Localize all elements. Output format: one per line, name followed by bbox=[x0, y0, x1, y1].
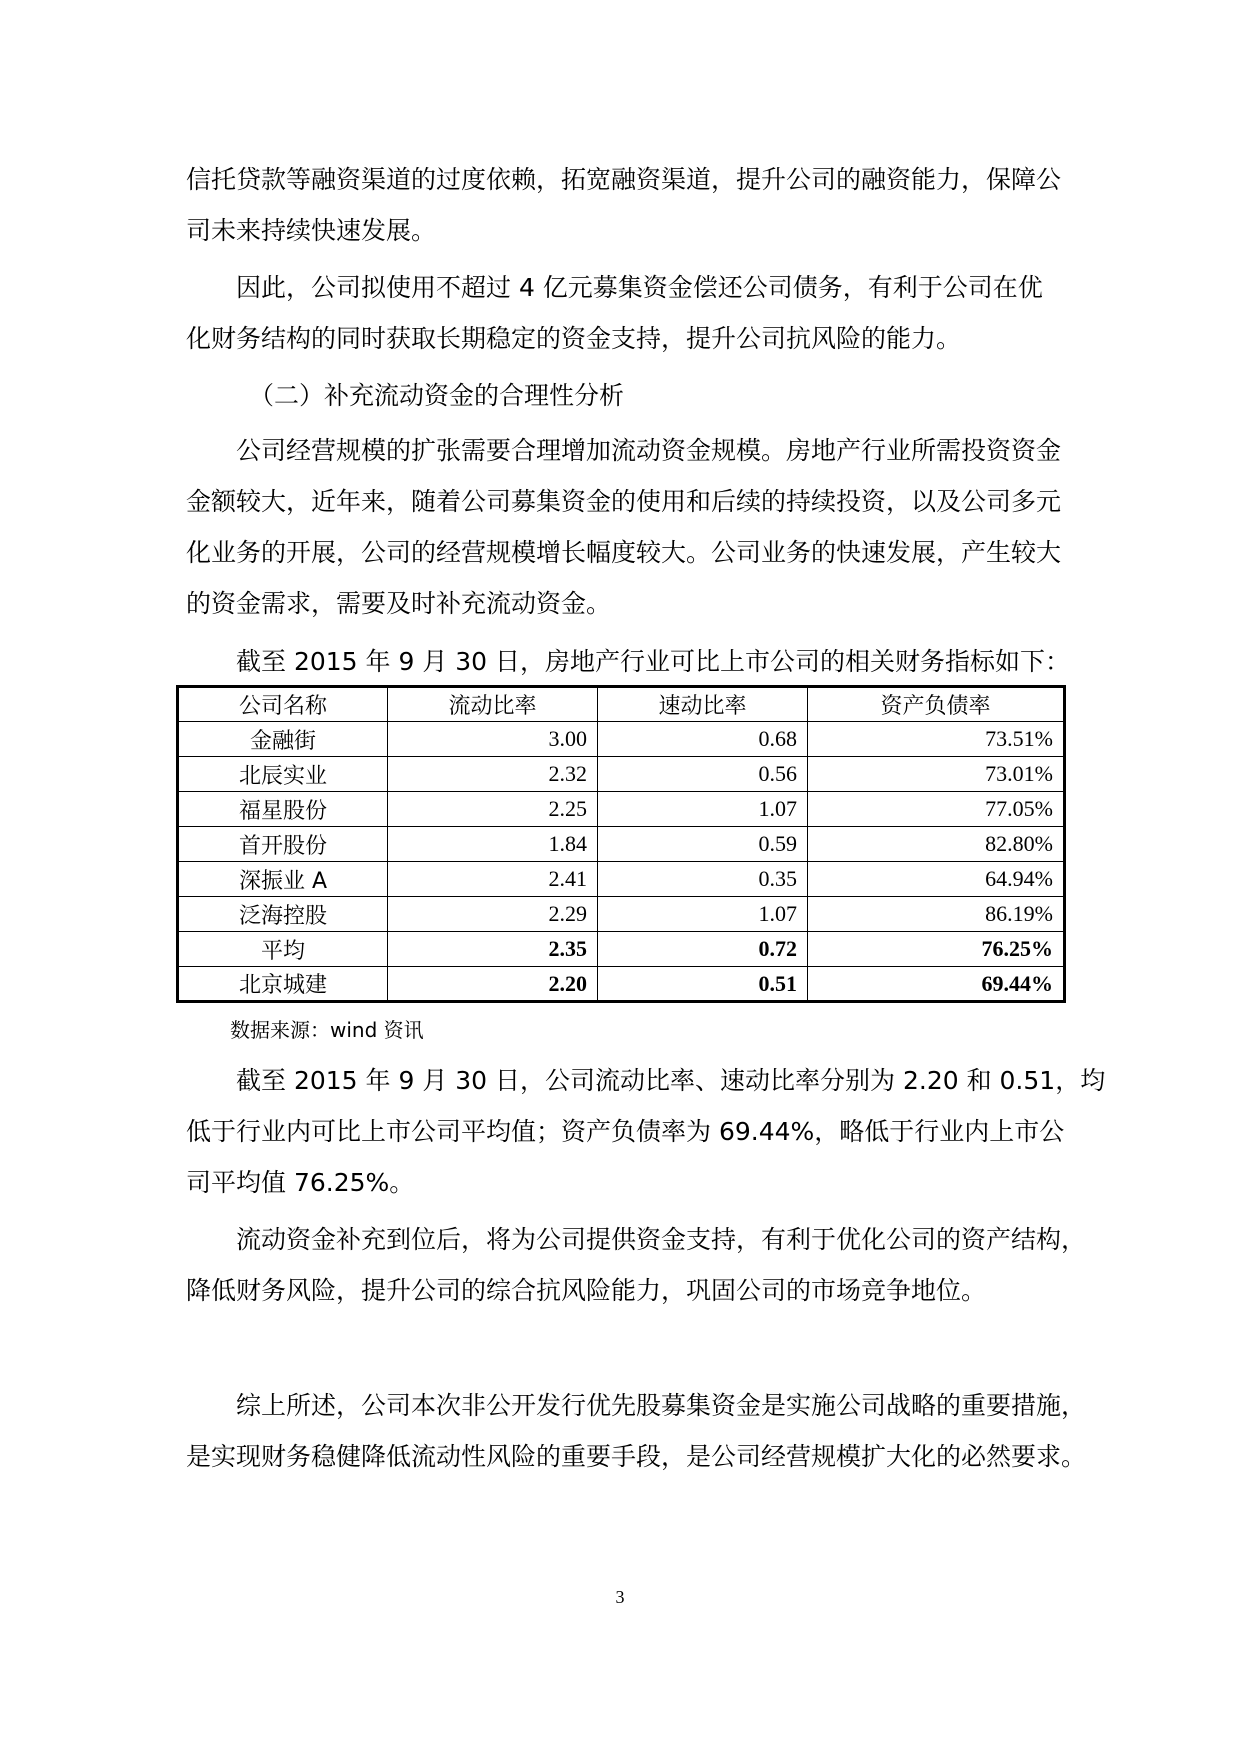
quick-ratio-cell: 0.35 bbox=[598, 862, 808, 897]
debt-ratio-cell: 76.25% bbox=[808, 932, 1065, 967]
paragraph-line: 信托贷款等融资渠道的过度依赖，拓宽融资渠道，提升公司的融资能力，保障公 bbox=[186, 165, 1062, 194]
company-name-cell: 福星股份 bbox=[178, 792, 388, 827]
paragraph-line: 公司经营规模的扩张需要合理增加流动资金规模。房地产行业所需投资资金 bbox=[236, 436, 1062, 465]
debt-ratio-cell: 86.19% bbox=[808, 897, 1065, 932]
paragraph-line: 流动资金补充到位后，将为公司提供资金支持，有利于优化公司的资产结构， bbox=[236, 1225, 1087, 1254]
paragraph-line: 的资金需求，需要及时补充流动资金。 bbox=[186, 589, 612, 618]
paragraph-line: 低于行业内可比上市公司平均值；资产负债率为 69.44%，略低于行业内上市公 bbox=[186, 1117, 1065, 1146]
table-row bbox=[178, 827, 1065, 862]
financial-indicators-table bbox=[176, 685, 1066, 1003]
table-row bbox=[178, 792, 1065, 827]
company-name-cell: 深振业 A bbox=[178, 862, 388, 897]
company-name-cell: 北京城建 bbox=[178, 967, 388, 1002]
paragraph-line: 金额较大，近年来，随着公司募集资金的使用和后续的持续投资，以及公司多元 bbox=[186, 487, 1062, 516]
section-heading: （二）补充流动资金的合理性分析 bbox=[249, 381, 625, 410]
paragraph-line: 司平均值 76.25%。 bbox=[186, 1168, 415, 1197]
paragraph-line: 因此，公司拟使用不超过 4 亿元募集资金偿还公司债务，有利于公司在优 bbox=[236, 273, 1043, 302]
paragraph-line: 是实现财务稳健降低流动性风险的重要手段，是公司经营规模扩大化的必然要求。 bbox=[186, 1442, 1087, 1471]
company-name-cell: 金融街 bbox=[178, 722, 388, 757]
paragraph-line: 降低财务风险，提升公司的综合抗风险能力，巩固公司的市场竞争地位。 bbox=[186, 1276, 987, 1305]
quick-ratio-cell: 0.72 bbox=[598, 932, 808, 967]
table-row-average bbox=[178, 932, 1065, 967]
company-name-cell: 平均 bbox=[178, 932, 388, 967]
current-ratio-cell: 1.84 bbox=[388, 827, 598, 862]
table-row bbox=[178, 862, 1065, 897]
company-name-cell: 首开股份 bbox=[178, 827, 388, 862]
current-ratio-cell: 2.20 bbox=[388, 967, 598, 1002]
company-name-cell: 泛海控股 bbox=[178, 897, 388, 932]
paragraph-line: 化业务的开展，公司的经营规模增长幅度较大。公司业务的快速发展，产生较大 bbox=[186, 538, 1062, 567]
debt-ratio-cell: 69.44% bbox=[808, 967, 1065, 1002]
data-source-note: 数据来源：wind 资讯 bbox=[230, 1018, 424, 1042]
current-ratio-cell: 3.00 bbox=[388, 722, 598, 757]
paragraph-line: 截至 2015 年 9 月 30 日，公司流动比率、速动比率分别为 2.20 和 0.51，均 bbox=[236, 1066, 1106, 1095]
paragraph-line: 综上所述，公司本次非公开发行优先股募集资金是实施公司战略的重要措施， bbox=[236, 1391, 1087, 1420]
table-row bbox=[178, 757, 1065, 792]
paragraph-line: 司未来持续快速发展。 bbox=[186, 216, 437, 245]
current-ratio-cell: 2.35 bbox=[388, 932, 598, 967]
current-ratio-cell: 2.32 bbox=[388, 757, 598, 792]
company-name-cell: 北辰实业 bbox=[178, 757, 388, 792]
table-row bbox=[178, 897, 1065, 932]
quick-ratio-cell: 1.07 bbox=[598, 792, 808, 827]
paragraph-line: 化财务结构的同时获取长期稳定的资金支持，提升公司抗风险的能力。 bbox=[186, 324, 962, 353]
quick-ratio-cell: 1.07 bbox=[598, 897, 808, 932]
debt-ratio-cell: 73.01% bbox=[808, 757, 1065, 792]
debt-ratio-cell: 82.80% bbox=[808, 827, 1065, 862]
quick-ratio-cell: 0.68 bbox=[598, 722, 808, 757]
header-quick-ratio: 速动比率 bbox=[598, 687, 808, 722]
table-intro: 截至 2015 年 9 月 30 日，房地产行业可比上市公司的相关财务指标如下： bbox=[236, 647, 1071, 676]
current-ratio-cell: 2.25 bbox=[388, 792, 598, 827]
table-row-company bbox=[178, 967, 1065, 1002]
header-current-ratio: 流动比率 bbox=[388, 687, 598, 722]
debt-ratio-cell: 73.51% bbox=[808, 722, 1065, 757]
table-header-row bbox=[178, 687, 1065, 722]
table-row bbox=[178, 722, 1065, 757]
quick-ratio-cell: 0.51 bbox=[598, 967, 808, 1002]
quick-ratio-cell: 0.59 bbox=[598, 827, 808, 862]
page-number: 3 bbox=[615, 1587, 625, 1607]
current-ratio-cell: 2.29 bbox=[388, 897, 598, 932]
header-debt-ratio: 资产负债率 bbox=[808, 687, 1065, 722]
debt-ratio-cell: 77.05% bbox=[808, 792, 1065, 827]
header-company-name: 公司名称 bbox=[178, 687, 388, 722]
debt-ratio-cell: 64.94% bbox=[808, 862, 1065, 897]
quick-ratio-cell: 0.56 bbox=[598, 757, 808, 792]
current-ratio-cell: 2.41 bbox=[388, 862, 598, 897]
